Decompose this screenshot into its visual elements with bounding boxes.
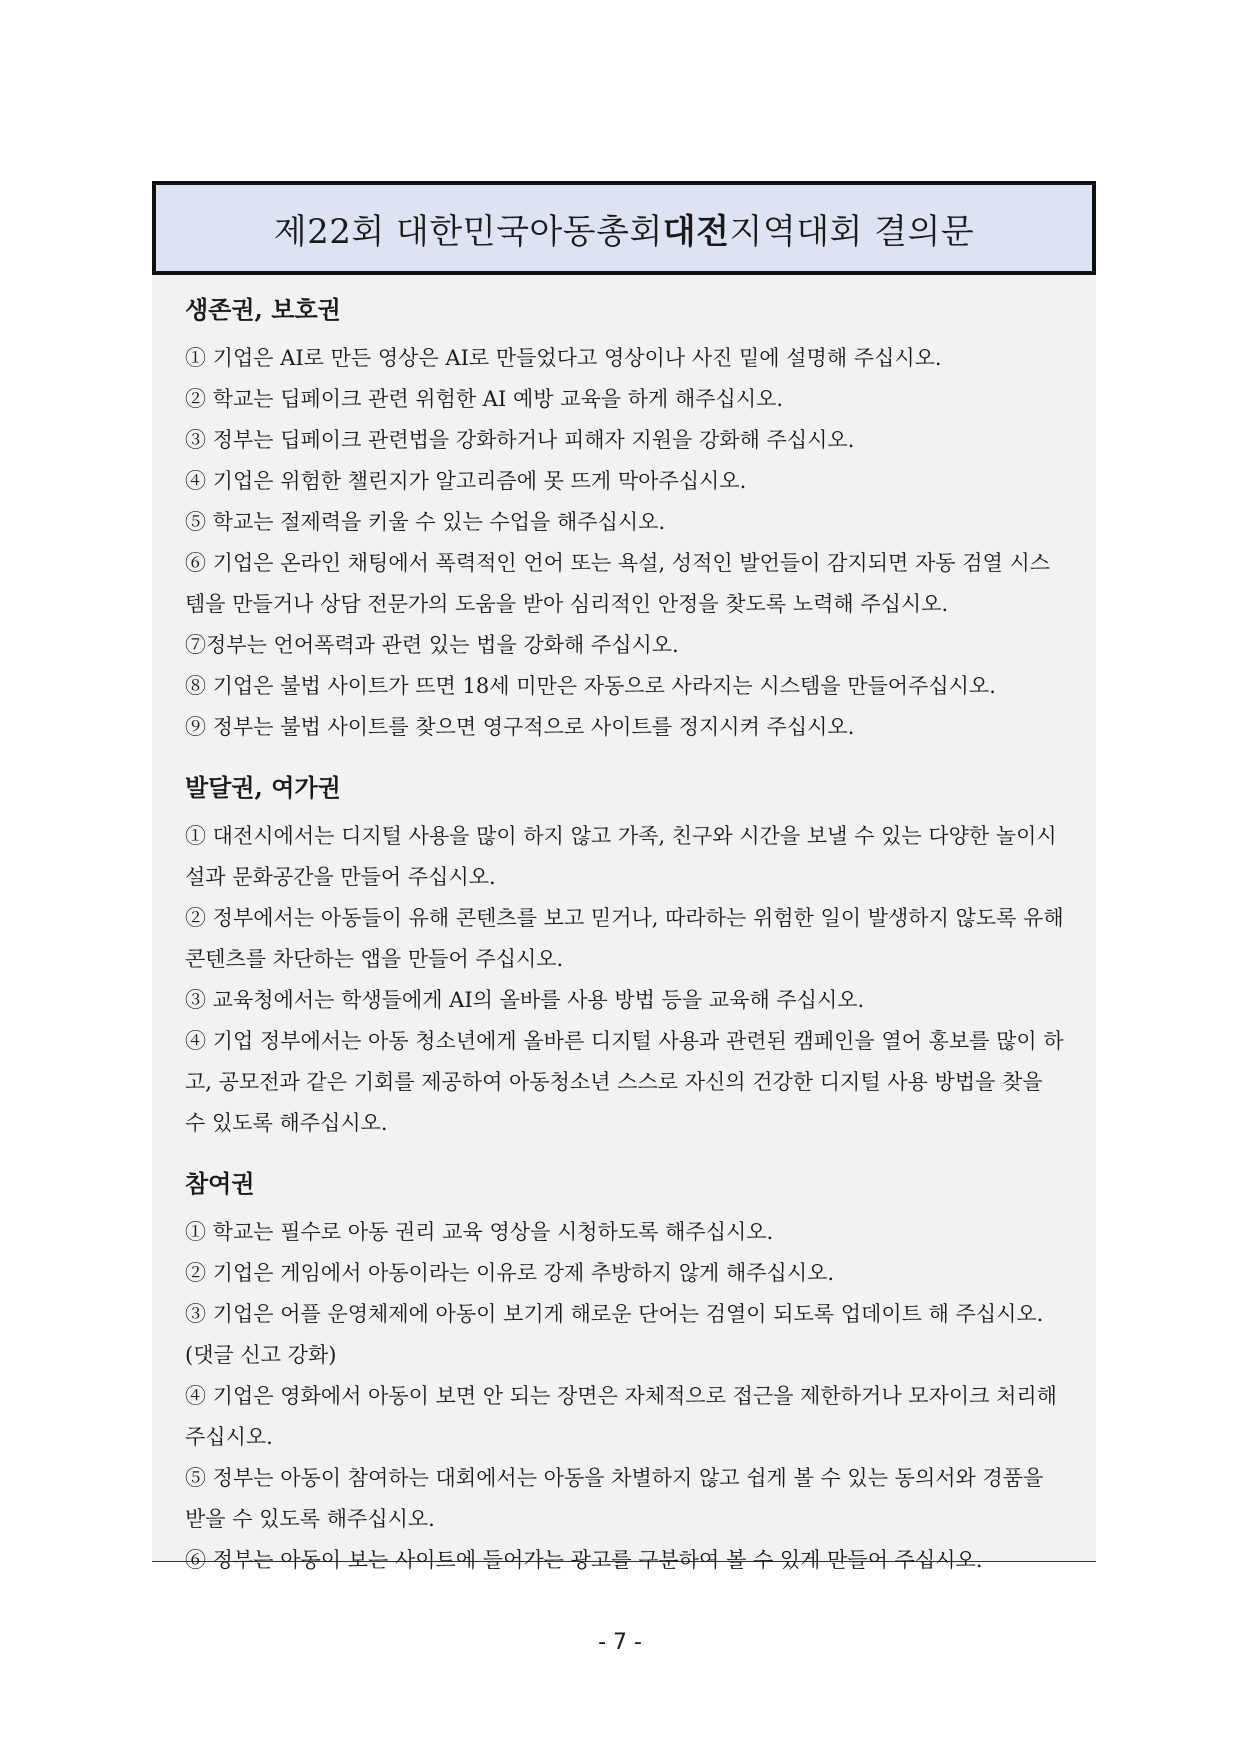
resolution-body bbox=[185, 290, 1065, 1581]
page-number: - 7 - bbox=[598, 1630, 642, 1655]
list-item: ⑨ 정부는 불법 사이트를 찾으면 영구적으로 사이트를 정지시켜 주십시오. bbox=[185, 715, 855, 739]
list-item: ① 대전시에서는 디지털 사용을 많이 하지 않고 가족, 친구와 시간을 보낼 수 있는 다양한 놀이시설과 문화공간을 만들어 주십시오. bbox=[185, 824, 1057, 889]
list-item: ② 기업은 게임에서 아동이라는 이유로 강제 추방하지 않게 해주십시오. bbox=[185, 1261, 835, 1285]
list-item: ④ 기업 정부에서는 아동 청소년에게 올바른 디지털 사용과 관련된 캠페인을 열어 홍보를 많이 하고, 공모전과 같은 기회를 제공하여 아동청소년 스스로 자신의 건강한 디지털 사용 방법을 찾을 수 있도록 해주십시오. bbox=[185, 1029, 1064, 1135]
list-item: ⑥ 정부는 아동이 보는 사이트에 들어가는 광고를 구분하여 볼 수 있게 만들어 주십시오. bbox=[185, 1548, 983, 1572]
list-item: ⑧ 기업은 불법 사이트가 뜨면 18세 미만은 자동으로 사라지는 시스템을 만들어주십시오. bbox=[185, 674, 996, 698]
title-post: 지역대회 결의문 bbox=[729, 211, 975, 252]
section-title: 생존권, 보호권 bbox=[185, 295, 341, 324]
list-item: ③ 기업은 어플 운영체제에 아동이 보기게 해로운 단어는 검열이 되도록 업데이트 해 주십시오. (댓글 신고 강화) bbox=[185, 1302, 1044, 1367]
list-item: ⑥ 기업은 온라인 채팅에서 폭력적인 언어 또는 욕설, 성적인 발언들이 감지되면 자동 검열 시스템을 만들거나 상담 전문가의 도움을 받아 심리적인 안정을 찾도록 노력해 주십시오. bbox=[185, 551, 1051, 616]
list-item: ③ 정부는 딥페이크 관련법을 강화하거나 피해자 지원을 강화해 주십시오. bbox=[185, 428, 855, 452]
section-title: 발달권, 여가권 bbox=[185, 773, 341, 802]
title-pre: 제22회 대한민국아동총회 bbox=[273, 211, 663, 252]
list-item: ③ 교육청에서는 학생들에게 AI의 올바를 사용 방법 등을 교육해 주십시오. bbox=[185, 988, 865, 1012]
resolution-title bbox=[152, 181, 1096, 275]
list-item: ① 학교는 필수로 아동 권리 교육 영상을 시청하도록 해주십시오. bbox=[185, 1220, 774, 1244]
list-item: ④ 기업은 영화에서 아동이 보면 안 되는 장면은 자체적으로 접근을 제한하거나 모자이크 처리해 주십시오. bbox=[185, 1384, 1057, 1449]
section-title: 참여권 bbox=[185, 1169, 255, 1198]
list-item: ② 학교는 딥페이크 관련 위험한 AI 예방 교육을 하게 해주십시오. bbox=[185, 387, 784, 411]
list-item: ④ 기업은 위험한 챌린지가 알고리즘에 못 뜨게 막아주십시오. bbox=[185, 469, 747, 493]
list-item: ⑦정부는 언어폭력과 관련 있는 법을 강화해 주십시오. bbox=[185, 633, 679, 657]
list-item: ① 기업은 AI로 만든 영상은 AI로 만들었다고 영상이나 사진 밑에 설명해 주십시오. bbox=[185, 346, 942, 370]
list-item: ② 정부에서는 아동들이 유해 콘텐츠를 보고 믿거나, 따라하는 위험한 일이 발생하지 않도록 유해 콘텐츠를 차단하는 앱을 만들어 주십시오. bbox=[185, 906, 1064, 971]
list-item: ⑤ 정부는 아동이 참여하는 대회에서는 아동을 차별하지 않고 쉽게 볼 수 있는 동의서와 경품을 받을 수 있도록 해주십시오. bbox=[185, 1466, 1044, 1531]
title-bold: 대전 bbox=[662, 211, 730, 252]
list-item: ⑤ 학교는 절제력을 키울 수 있는 수업을 해주십시오. bbox=[185, 510, 666, 534]
